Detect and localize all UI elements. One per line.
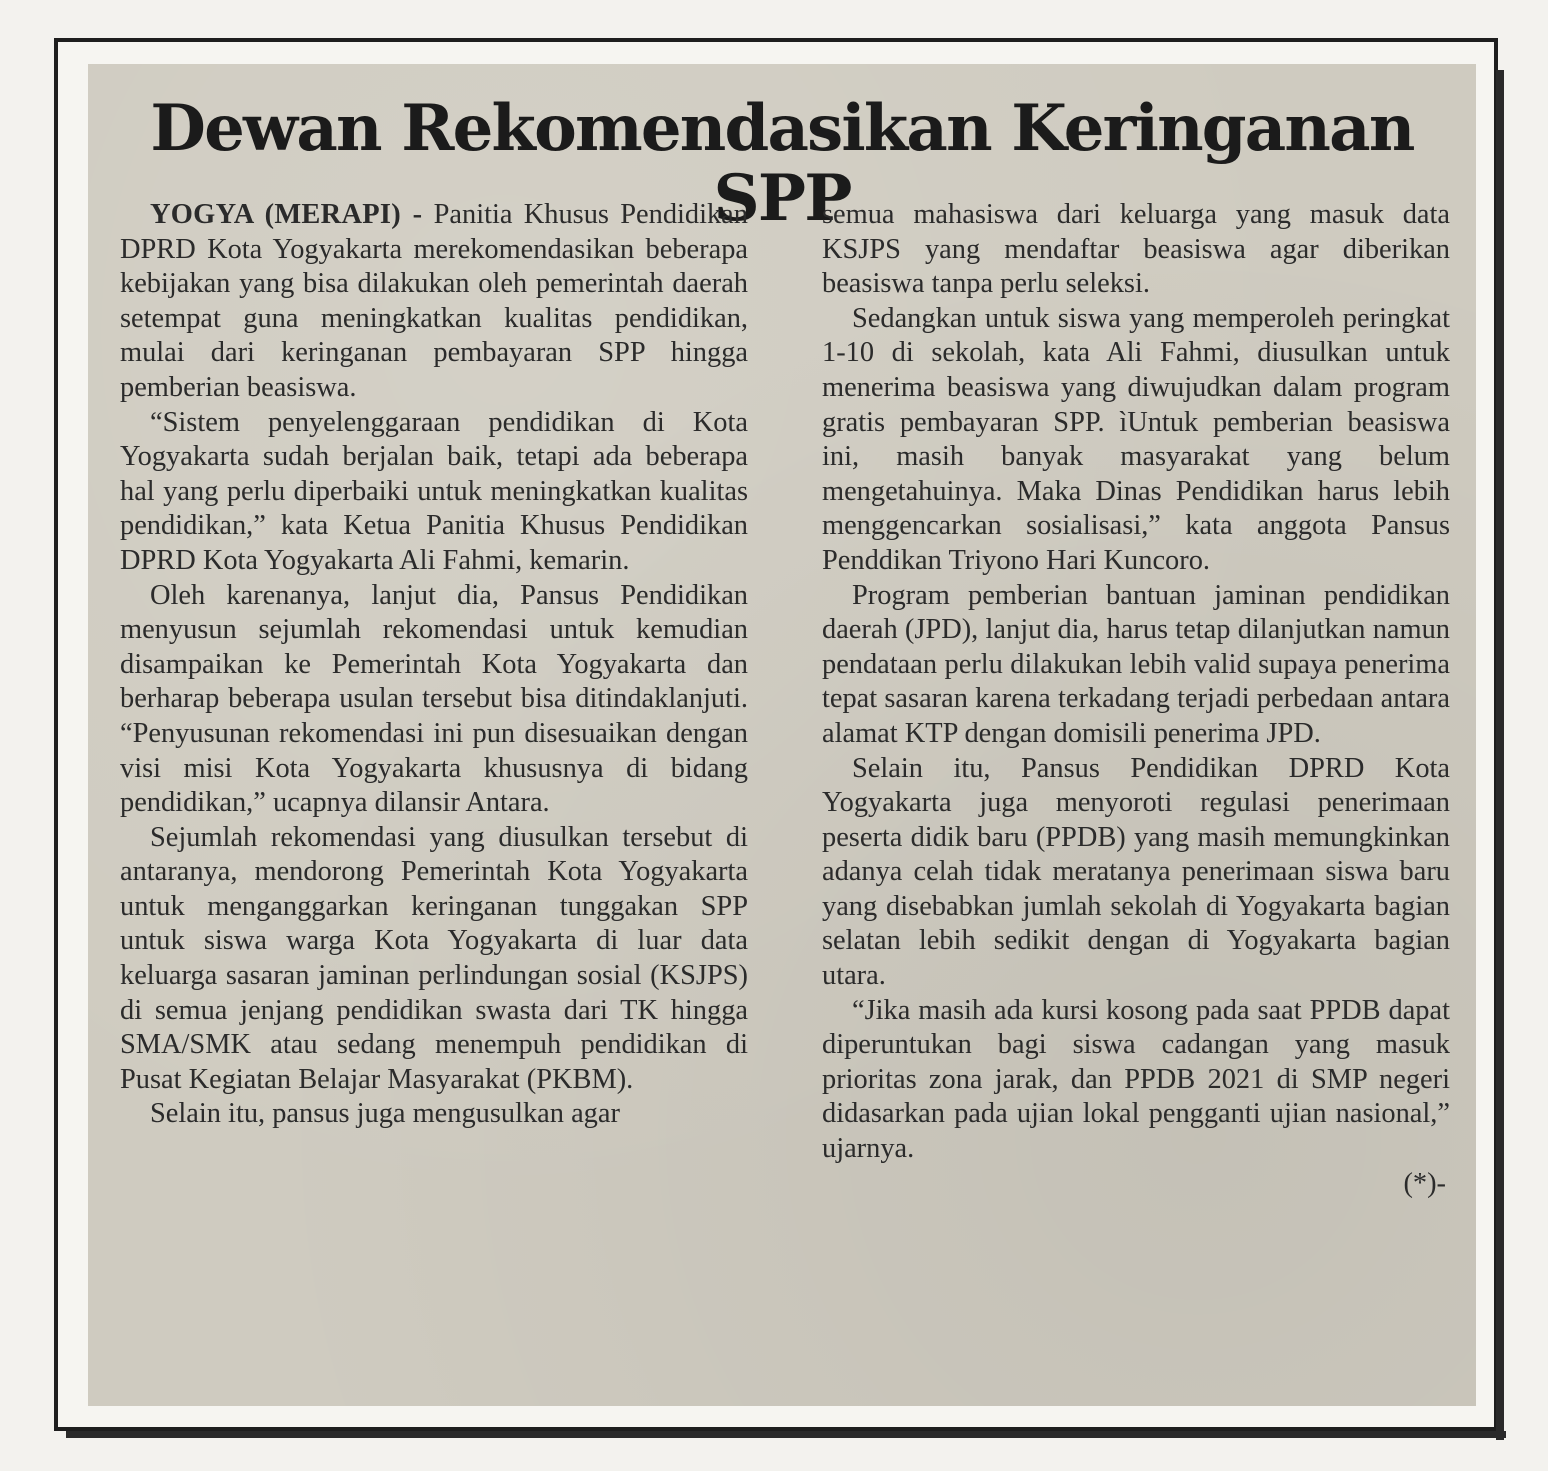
paragraph: [120, 198, 748, 406]
paragraph: Sejumlah rekomendasi yang diusulkan tersebut di antaranya, mendorong Pemerintah Kota Yogyakarta untuk menganggarkan keringanan tunggakan SPP untuk siswa warga Kota Yogyakarta di luar data keluarga sasaran jaminan perlindungan sosial (KSJPS) di semua jenjang pendidikan swasta dari TK hingga SMA/SMK atau sedang menempuh pendidikan di Pusat Kegiatan Belajar Masyarakat (PKBM).: [120, 821, 748, 1095]
paragraph: “Sistem penyelenggaraan pendidikan di Kota Yogyakarta sudah berjalan baik, tetapi ada beberapa hal yang perlu diperbaiki untuk meningkatkan kualitas pendidikan,” kata Ketua Panitia Khusus Pendidikan DPRD Kota Yogyakarta Ali Fahmi, kemarin.: [120, 406, 748, 576]
paragraph-text: Panitia Khusus Pendidikan DPRD Kota Yogyakarta merekomendasikan beberapa kebijakan yang bisa dilakukan oleh pemerintah daerah setempat guna meningkatkan kualitas pendidikan, mulai dari keringanan pembayaran SPP hingga pemberian beasiswa.: [120, 199, 748, 403]
newspaper-clipping: [88, 64, 1476, 1406]
paragraph: semua mahasiswa dari keluarga yang masuk data KSJPS yang mendaftar beasiswa agar diberikan beasiswa tanpa perlu seleksi.: [822, 199, 1450, 300]
left-column: [120, 198, 748, 1201]
paragraph: Selain itu, Pansus Pendidikan DPRD Kota Yogyakarta juga menyoroti regulasi penerimaan peserta didik baru (PPDB) yang masih memungkinkan adanya celah tidak meratanya penerimaan siswa baru yang disebabkan jumlah sekolah di Yogyakarta bagian selatan lebih sedikit dengan di Yogyakarta bagian utara.: [822, 752, 1450, 992]
dateline: YOGYA (MERAPI) -: [150, 199, 423, 230]
paragraph: Sedangkan untuk siswa yang memperoleh peringkat 1-10 di sekolah, kata Ali Fahmi, diusulkan untuk menerima beasiswa yang diwujudkan dalam program gratis pembayaran SPP. ìUntuk pemberian beasiswa ini, masih banyak masyarakat yang belum mengetahuinya. Maka Dinas Pendidikan harus lebih menggencarkan sosialisasi,” kata anggota Pansus Penddikan Triyono Hari Kuncoro.: [822, 302, 1450, 576]
clipping-frame: [54, 38, 1498, 1431]
article-body: [120, 198, 1450, 1201]
article-headline: Dewan Rekomendasikan Keringanan SPP: [150, 91, 1414, 237]
paragraph: Oleh karenanya, lanjut dia, Pansus Pendidikan menyusun sejumlah rekomendasi untuk kemudian disampaikan ke Pemerintah Kota Yogyakarta dan berharap beberapa usulan tersebut bisa ditindaklanjuti. “Penyusunan rekomendasi ini pun disesuaikan dengan visi misi Kota Yogyakarta khususnya di bidang pendidikan,” ucapnya dilansir Antara.: [120, 579, 748, 819]
paragraph: Program pemberian bantuan jaminan pendidikan daerah (JPD), lanjut dia, harus tetap dilanjutkan namun pendataan perlu dilakukan lebih valid supaya penerima tepat sasaran karena terkadang terjadi perbedaan antara alamat KTP dengan domisili penerima JPD.: [822, 579, 1450, 749]
paragraph: “Jika masih ada kursi kosong pada saat PPDB dapat diperuntukan bagi siswa cadangan yang masuk prioritas zona jarak, dan PPDB 2021 di SMP negeri didasarkan pada ujian lokal pengganti ujian nasional,” ujarnya.: [822, 994, 1450, 1165]
paragraph: Selain itu, pansus juga mengusulkan agar: [150, 1098, 620, 1130]
right-column: [822, 198, 1450, 1201]
article-signoff: (*)-: [1403, 1167, 1446, 1199]
